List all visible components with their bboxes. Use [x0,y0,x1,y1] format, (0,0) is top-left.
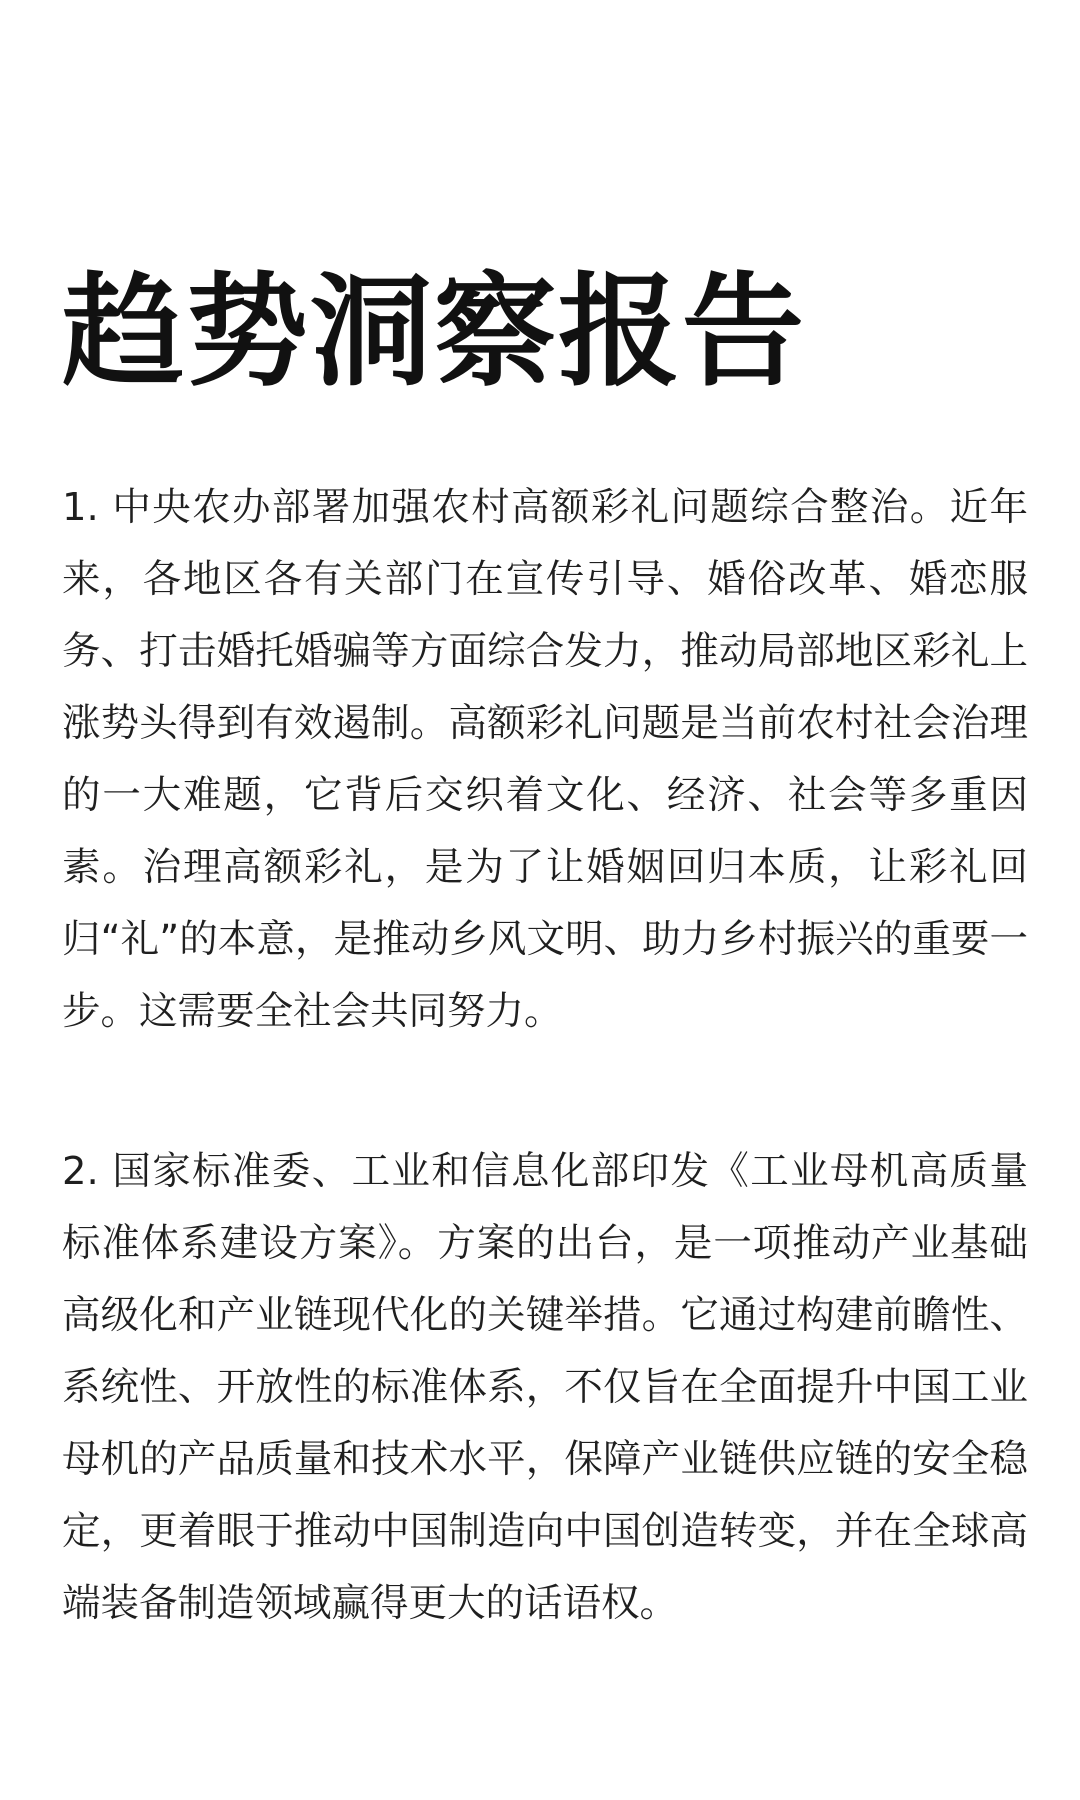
paragraph-1: 1. 中央农办部署加强农村高额彩礼问题综合整治。近年来，各地区各有关部门在宣传引导、婚俗改革、婚恋服务、打击婚托婚骗等方面综合发力，推动局部地区彩礼上涨势头得到有效遏制。高额彩礼问题是当前农村社会治理的一大难题，它背后交织着文化、经济、社会等多重因素。治理高额彩礼，是为了让婚姻回归本质，让彩礼回归“礼”的本意，是推动乡风文明、助力乡村振兴的重要一步。这需要全社会共同努力。 [62,485,1028,1034]
page-title: 趋势洞察报告 [62,261,806,403]
paragraph-2: 2. 国家标准委、工业和信息化部印发《工业母机高质量标准体系建设方案》。方案的出台，是一项推动产业基础高级化和产业链现代化的关键举措。它通过构建前瞻性、系统性、开放性的标准体系，不仅旨在全面提升中国工业母机的产品质量和技术水平，保障产业链供应链的安全稳定，更着眼于推动中国制造向中国创造转变，并在全球高端装备制造领域赢得更大的话语权。 [62,1149,1028,1626]
document-page [62,0,1028,1800]
